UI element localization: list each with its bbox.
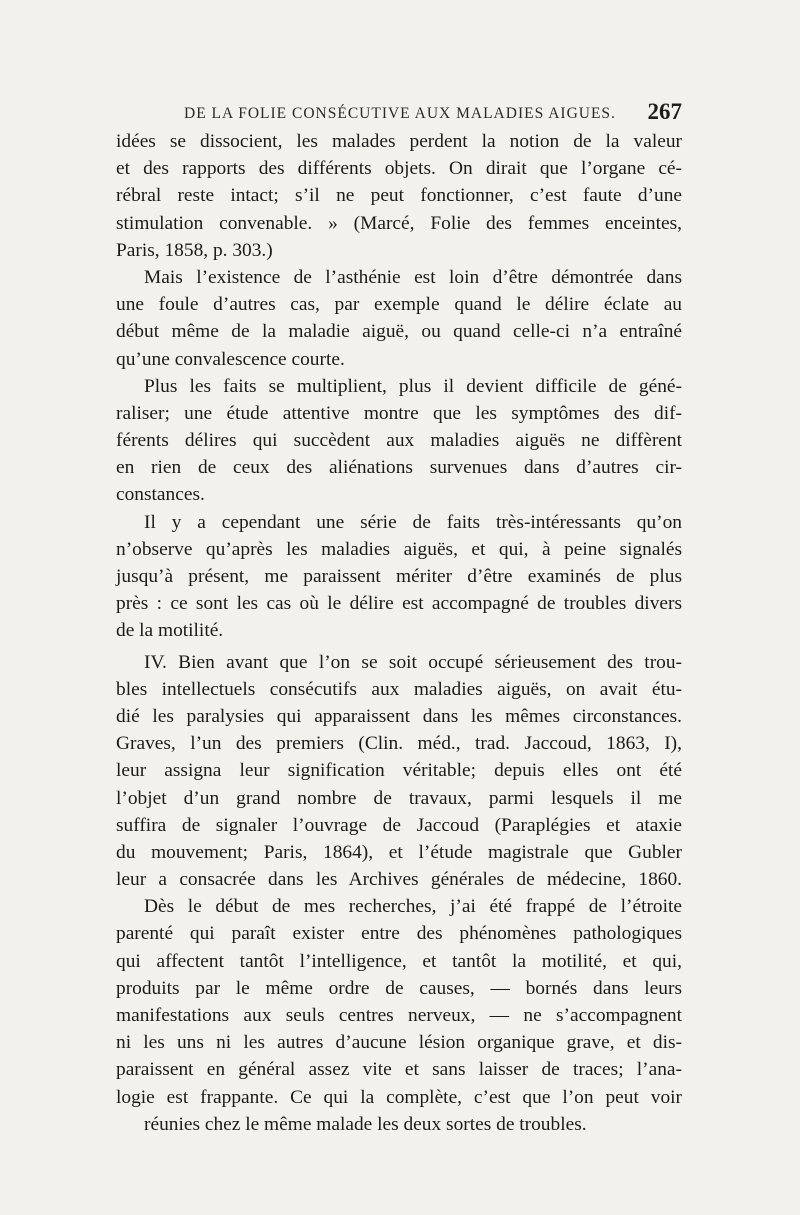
text-line: Plus les faits se multiplient, plus il devient difficile de géné- [144,375,682,397]
text-line: près : ce sont les cas où le délire est accompagné de troubles divers [116,593,682,615]
text-line: de la motilité. [116,620,224,642]
text-line: bles intellectuels consécutifs aux maladies aiguës, on avait étu- [116,678,682,700]
text-line: n’observe qu’après les maladies aiguës, et qui, à peine signalés [116,538,682,560]
text-line: férents délires qui succèdent aux maladies aiguës ne diffèrent [116,430,682,452]
page-number: 267 [647,99,682,124]
text-line: Dès le début de mes recherches, j’ai été frappé de l’étroite [144,896,682,918]
text-line: suffira de signaler l’ouvrage de Jaccoud (Paraplégies et ataxie [116,814,682,836]
text-line: constances. [116,484,205,506]
text-line: dié les paralysies qui apparaissent dans les mêmes circonstances. [116,705,682,727]
text-line: logie est frappante. Ce qui la complète, c’est que l’on peut voir [116,1086,682,1108]
text-line: leur a consacrée dans les Archives générales de médecine, 1860. [116,869,682,891]
text-line: l’objet d’un grand nombre de travaux, parmi lesquels il me [116,787,682,809]
running-header [116,99,682,127]
text-line: paraissent en général assez vite et sans laisser de traces; l’ana- [116,1059,682,1081]
text-line: une foule d’autres cas, par exemple quand le délire éclate au [116,294,682,316]
text-line: Graves, l’un des premiers (Clin. méd., trad. Jaccoud, 1863, I), [116,733,682,755]
text-line: qui affectent tantôt l’intelligence, et tantôt la motilité, et qui, [116,950,682,972]
text-line: produits par le même ordre de causes, — bornés dans leurs [116,977,682,999]
text-line: IV. Bien avant que l’on se soit occupé sérieusement des trou- [144,651,682,673]
text-line: Il y a cependant une série de faits très-intéressants qu’on [144,511,682,533]
text-line: parenté qui paraît exister entre des phénomènes pathologiques [116,923,682,945]
text-line: Mais l’existence de l’asthénie est loin d’être démontrée dans [144,266,682,288]
text-line: et des rapports des différents objets. On dirait que l’organe cé- [116,158,682,180]
text-line: ni les uns ni les autres d’aucune lésion organique grave, et dis- [116,1032,682,1054]
text-line: jusqu’à présent, me paraissent mériter d’être examinés de plus [116,566,682,587]
body-text [116,128,682,1138]
text-line: en rien de ceux des aliénations survenues dans d’autres cir- [116,457,682,479]
text-line: leur assigna leur signification véritable; depuis elles ont été [116,760,682,782]
text-line: Paris, 1858, p. 303.) [116,239,273,261]
text-line: qu’une convalescence courte. [116,348,345,370]
text-line: du mouvement; Paris, 1864), et l’étude magistrale que Gubler [116,841,682,863]
running-title: DE LA FOLIE CONSÉCUTIVE AUX MALADIES AIGUES. [184,105,616,122]
text-line: raliser; une étude attentive montre que les symptômes des dif- [116,402,682,424]
text-line: stimulation convenable. » (Marcé, Folie des femmes enceintes, [116,212,682,234]
text-line: réunies chez le même malade les deux sortes de troubles. [144,1113,587,1135]
text-line: début même de la maladie aiguë, ou quand celle-ci n’a entraîné [116,321,682,343]
text-line: idées se dissocient, les malades perdent la notion de la valeur [116,131,682,152]
text-line: rébral reste intact; s’il ne peut fonctionner, c’est faute d’une [116,185,682,207]
text-line: manifestations aux seuls centres nerveux, — ne s’accompagnent [116,1005,682,1026]
